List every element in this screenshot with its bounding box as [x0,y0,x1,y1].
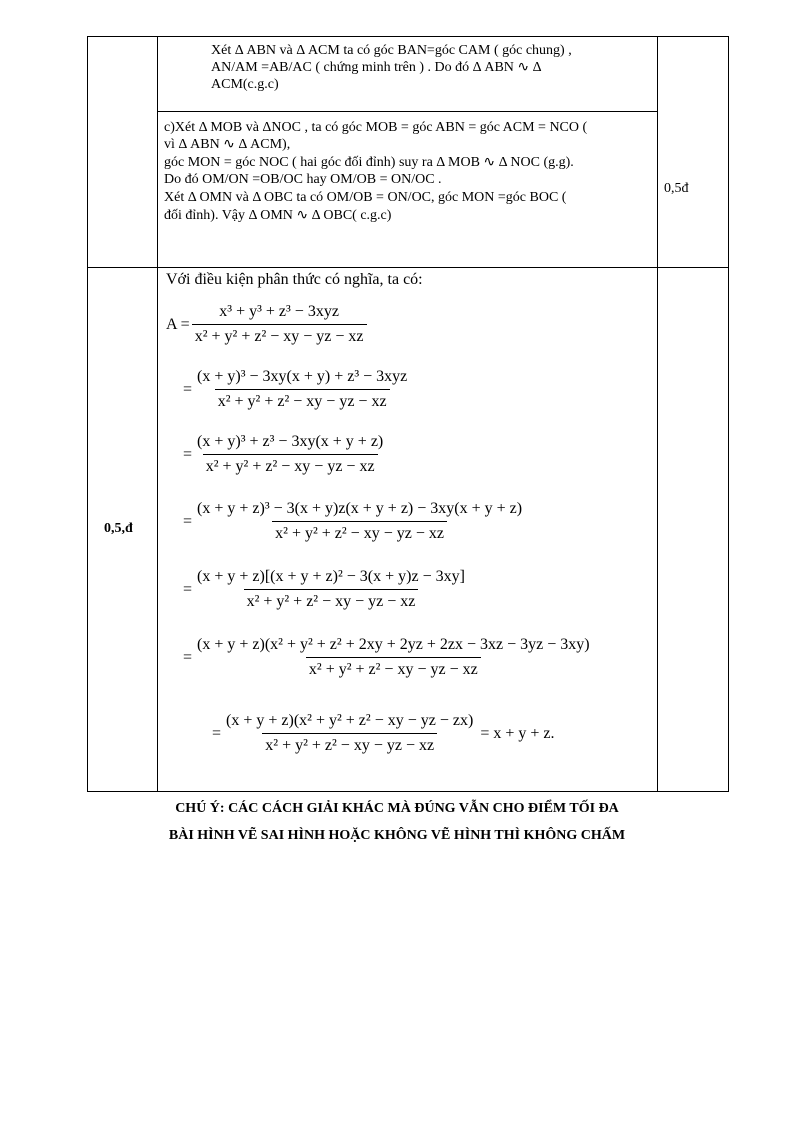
math-step-4 [183,500,525,543]
table-border-col1 [157,36,158,792]
math-step-6 [183,636,593,679]
row3-intro: Với điều kiện phân thức có nghĩa, ta có: [166,271,423,288]
math-step-3 [183,433,386,476]
equals-sign: = [183,380,193,398]
table-border-left [87,36,88,792]
table-border-col2 [657,36,658,792]
table-border-bottom [87,791,729,792]
fraction [223,712,476,755]
row2-line1: c)Xét Δ MOB và ΔNOC , ta có góc MOB = góc ABN = góc ACM = NCO ( [164,120,588,135]
denominator: x² + y² + z² − xy − yz − xz [262,733,437,755]
math-step-1 [166,303,367,346]
row2-line3: góc MON = góc NOC ( hai góc đối đỉnh) suy ra Δ MOB ∿ Δ NOC (g.g). [164,155,574,170]
fraction [194,636,593,679]
math-step-7 [212,712,554,755]
note-line-2: BÀI HÌNH VẼ SAI HÌNH HOẶC KHÔNG VẼ HÌNH THÌ KHÔNG CHẤM [168,828,626,843]
fraction [194,568,468,611]
numerator: x³ + y³ + z³ − 3xyz [219,303,339,320]
row-divider [87,267,729,268]
row3-score: 0,5,đ [104,521,133,536]
numerator: (x + y + z)[(x + y + z)² − 3(x + y)z − 3xy] [197,568,465,585]
row2-line2: vì Δ ABN ∿ Δ ACM), [164,137,291,152]
fraction [192,303,367,346]
denominator: x² + y² + z² − xy − yz − xz [306,657,481,679]
table-border-top [87,36,729,37]
numerator: (x + y)³ − 3xy(x + y) + z³ − 3xyz [197,368,408,385]
denominator: x² + y² + z² − xy − yz − xz [272,521,447,543]
equals-sign: = [183,648,193,666]
row1-line1: Xét Δ ABN và Δ ACM ta có góc BAN=góc CAM ( góc chung) , [211,43,572,58]
fraction [194,368,410,411]
row1-line2: AN/AM =AB/AC ( chứng minh trên ) . Do đó Δ ABN ∿ Δ [211,60,542,75]
equals-sign: = [212,724,222,742]
row2-line6: đối đỉnh). Vậy Δ OMN ∿ Δ OBC( c.g.c) [164,208,392,223]
numerator: (x + y + z)(x² + y² + z² − xy − yz − zx) [226,712,474,729]
row1-line3: ACM(c.g.c) [211,77,279,92]
denominator: x² + y² + z² − xy − yz − xz [192,324,367,346]
table-border-right [728,36,729,792]
equals-sign: = [183,445,193,463]
denominator: x² + y² + z² − xy − yz − xz [203,454,378,476]
fraction [194,500,525,543]
numerator: (x + y)³ + z³ − 3xy(x + y + z) [197,433,384,450]
row2-line5: Xét Δ OMN và Δ OBC ta có OM/OB = ON/OC, góc MON =góc BOC ( [164,190,567,205]
equals-sign: = [183,512,193,530]
math-step-5 [183,568,468,611]
math-lhs: A = [166,315,190,333]
row2-line4: Do đó OM/ON =OB/OC hay OM/OB = ON/OC . [164,172,442,187]
equals-sign: = [183,580,193,598]
numerator: (x + y + z)³ − 3(x + y)z(x + y + z) − 3xy(x + y + z) [197,500,523,517]
row2-score: 0,5đ [664,181,689,196]
math-step-2 [183,368,410,411]
denominator: x² + y² + z² − xy − yz − xz [244,589,419,611]
row-divider-inner [157,111,658,112]
denominator: x² + y² + z² − xy − yz − xz [215,389,390,411]
numerator: (x + y + z)(x² + y² + z² + 2xy + 2yz + 2zx − 3xz − 3yz − 3xy) [197,636,590,653]
fraction [194,433,386,476]
math-result: = x + y + z. [480,724,555,742]
note-line-1: CHÚ Ý: CÁC CÁCH GIẢI KHÁC MÀ ĐÚNG VẪN CHO ĐIỂM TỐI ĐA [175,801,619,816]
